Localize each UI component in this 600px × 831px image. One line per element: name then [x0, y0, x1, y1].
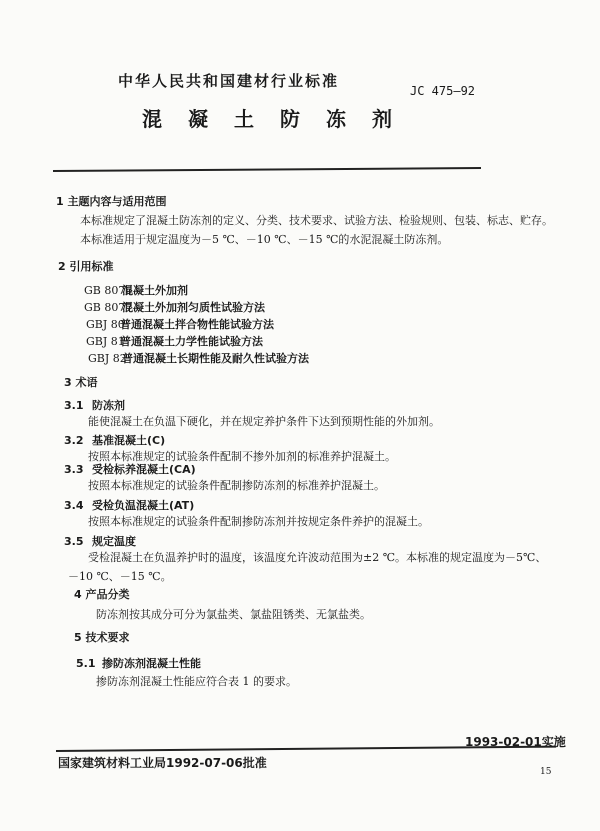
section-4-heading: 4 产品分类 — [74, 588, 130, 601]
standard-code: JC 475—92 — [410, 84, 476, 98]
header-rule — [53, 167, 481, 171]
term-definition: 受检混凝土在负温养护时的温度，该温度允许波动范围为±2 ℃。本标准的规定温度为－5℃、 — [88, 551, 547, 564]
reference-code: GB 8077 — [84, 301, 133, 314]
paragraph: 掺防冻剂混凝土性能应符合表 1 的要求。 — [96, 675, 297, 688]
term-name: 受检负温混凝土(AT) — [92, 499, 195, 512]
reference-code: GB 8076 — [84, 284, 133, 297]
reference-title: 普通混凝土长期性能及耐久性试验方法 — [122, 352, 309, 365]
paragraph: 防冻剂按其成分可分为氯盐类、氯盐阻锈类、无氯盐类。 — [96, 608, 371, 621]
section-5-heading: 5 技术要求 — [74, 631, 130, 644]
term-number: 3.5 — [64, 535, 84, 548]
effective-date: 1993-02-01实施 — [465, 735, 566, 749]
term-name: 受检标养混凝土(CA) — [92, 463, 196, 476]
reference-code: GBJ 80 — [86, 318, 125, 331]
term-definition-cont: －10 ℃、－15 ℃。 — [68, 570, 172, 583]
section-3-heading: 3 术语 — [64, 376, 98, 389]
term-definition: 按照本标准规定的试验条件配制掺防冻剂并按规定条件养护的混凝土。 — [88, 515, 429, 528]
term-name: 防冻剂 — [92, 399, 125, 412]
section-1-heading: 1 主题内容与适用范围 — [56, 195, 167, 208]
term-number: 3.4 — [64, 499, 84, 512]
paragraph: 本标准适用于规定温度为－5 ℃、－10 ℃、－15 ℃的水泥混凝土防冻剂。 — [80, 233, 449, 246]
reference-title: 普通混凝土拌合物性能试验方法 — [120, 318, 274, 331]
term-name: 规定温度 — [92, 535, 136, 548]
paragraph: 本标准规定了混凝土防冻剂的定义、分类、技术要求、试验方法、检验规则、包装、标志、贮存。 — [80, 214, 553, 227]
term-name: 基准混凝土(C) — [92, 434, 166, 447]
document-title: 混凝土防冻剂 — [142, 107, 418, 131]
term-number: 3.2 — [64, 434, 84, 447]
reference-code: GBJ 81 — [86, 335, 125, 348]
subsection-number: 5.1 — [76, 657, 96, 670]
approval-date: 国家建筑材料工业局1992-07-06批准 — [58, 756, 267, 770]
reference-title: 混凝土外加剂匀质性试验方法 — [122, 301, 265, 314]
term-definition: 按照本标准规定的试验条件配制掺防冻剂的标准养护混凝土。 — [88, 479, 385, 492]
reference-title: 混凝土外加剂 — [122, 284, 188, 297]
subsection-term: 掺防冻剂混凝土性能 — [102, 657, 201, 670]
term-definition: 能使混凝土在负温下硬化，并在规定养护条件下达到预期性能的外加剂。 — [88, 415, 440, 428]
section-2-heading: 2 引用标准 — [58, 260, 114, 273]
page-number: 15 — [540, 767, 552, 777]
term-number: 3.3 — [64, 463, 84, 476]
issuing-org: 中华人民共和国建材行业标准 — [118, 72, 340, 90]
term-definition: 按照本标准规定的试验条件配制不掺外加剂的标准养护混凝土。 — [88, 450, 396, 463]
reference-code: GBJ 82 — [88, 352, 127, 365]
term-number: 3.1 — [64, 399, 84, 412]
reference-title: 普通混凝土力学性能试验方法 — [120, 335, 263, 348]
